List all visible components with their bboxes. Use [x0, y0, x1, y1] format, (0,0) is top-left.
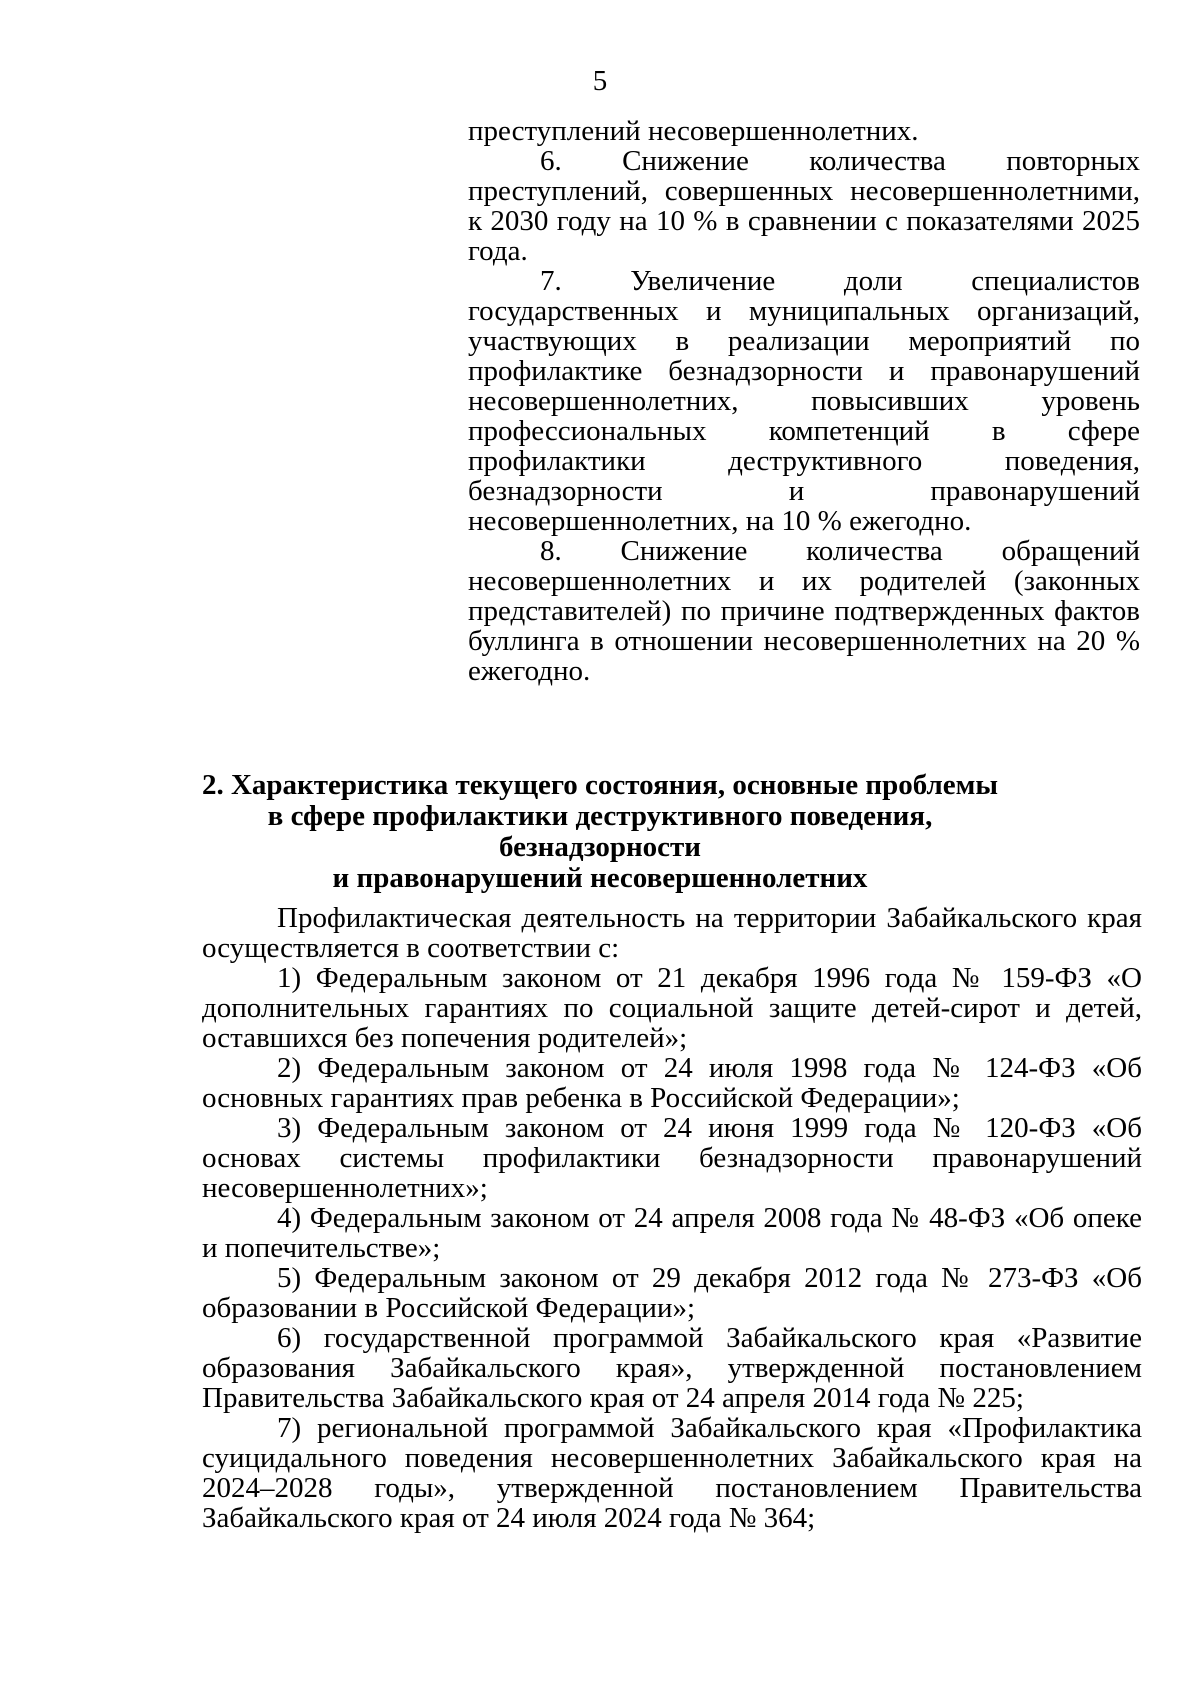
legal-basis-item-3: 3) Федеральным законом от 24 июня 1999 года № 120-ФЗ «Об основах системы профилактики безнадзорности правонарушений несовершеннолетних»; [202, 1112, 1142, 1204]
goal-item-8: 8. Снижение количества обращений несовершеннолетних и их родителей (законных представителей) по причине подтвержденных фактов буллинга в отношении несовершеннолетних на 20 % ежегодно. [468, 535, 1140, 687]
legal-basis-item-6: 6) государственной программой Забайкальского края «Развитие образования Забайкальского края», утвержденной постановлением Правительства Забайкальского края от 24 апреля 2014 года № 225; [202, 1322, 1142, 1414]
section-intro: Профилактическая деятельность на территории Забайкальского края осуществляется в соответствии с: [202, 902, 1142, 964]
goal-item-6: 6. Снижение количества повторных преступлений, совершенных несовершеннолетними, к 2030 году на 10 % в сравнении с показателями 2025 года. [468, 145, 1140, 267]
goal-continuation: преступлений несовершеннолетних. [468, 115, 919, 147]
section-heading-line-1: 2. Характеристика текущего состояния, основные проблемы [201, 769, 999, 801]
legal-basis-item-7: 7) региональной программой Забайкальского края «Профилактика суицидального поведения несовершеннолетних Забайкальского края на 2024–2028 годы», утвержденной постановлением Правительства Забайкальского края от 24 июля 2024 года № 364; [202, 1412, 1142, 1534]
legal-basis-item-5: 5) Федеральным законом от 29 декабря 2012 года № 273-ФЗ «Об образовании в Российской Федерации»; [202, 1262, 1142, 1324]
section-body [202, 903, 1142, 1533]
section-heading-line-3: и правонарушений несовершеннолетних [332, 862, 868, 894]
goals-column [468, 116, 1140, 686]
legal-basis-item-1: 1) Федеральным законом от 21 декабря 1996 года № 159-ФЗ «О дополнительных гарантиях по социальной защите детей-сирот и детей, оставшихся без попечения родителей»; [202, 962, 1142, 1054]
goal-item-7: 7. Увеличение доли специалистов государственных и муниципальных организаций, участвующих в реализации мероприятий по профилактике безнадзорности и правонарушений несовершеннолетних, повысивших уровень профессиональных компетенций в сфере профилактики деструктивного поведения, безнадзорности и правонарушений несовершеннолетних, на 10 % ежегодно. [468, 265, 1140, 537]
section-heading-line-2: в сфере профилактики деструктивного поведения, безнадзорности [267, 800, 933, 863]
legal-basis-item-2: 2) Федеральным законом от 24 июля 1998 года № 124-ФЗ «Об основных гарантиях прав ребенка в Российской Федерации»; [202, 1052, 1142, 1114]
section-heading [200, 770, 1000, 894]
legal-basis-item-4: 4) Федеральным законом от 24 апреля 2008 года № 48-ФЗ «Об опеке и попечительстве»; [202, 1202, 1142, 1264]
page-number: 5 [592, 65, 608, 97]
